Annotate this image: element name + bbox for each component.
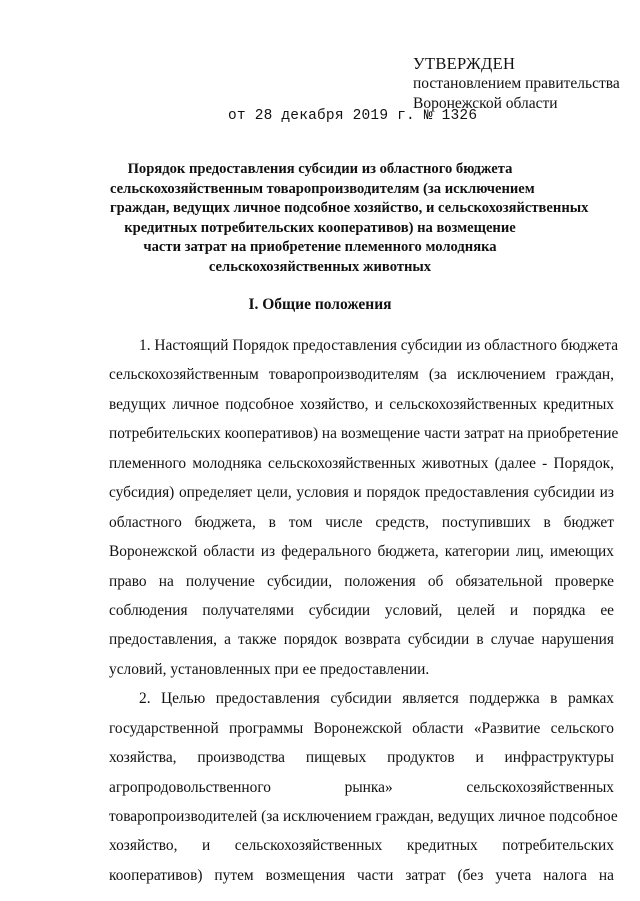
text-line: ведущих личное подсобное хозяйство, и сельскохозяйственных кредитных bbox=[109, 395, 614, 413]
text-line: хозяйства, производства пищевых продуктов и инфраструктуры bbox=[109, 749, 614, 767]
title-line: части затрат на приобретение племенного молодняка bbox=[143, 239, 497, 255]
text-line: Воронежской области из федерального бюджета, категории лиц, имеющих bbox=[109, 543, 614, 561]
approval-stamp bbox=[413, 54, 620, 114]
text-line: племенного молодняка сельскохозяйственных животных (далее - Порядок, bbox=[109, 454, 614, 472]
text-line: государственной программы Воронежской области «Развитие сельского bbox=[109, 719, 614, 737]
text-line: предоставления, а также порядок возврата субсидии в случае нарушения bbox=[109, 631, 614, 649]
text-line: кооперативов) путем возмещения части затрат (без учета налога на bbox=[109, 866, 614, 884]
text-line: субсидия) определяет цели, условия и порядок предоставления субсидии из bbox=[109, 484, 614, 502]
text-line: сельскохозяйственным товаропроизводителям (за исключением граждан, bbox=[109, 366, 614, 384]
approval-line: Воронежской области bbox=[413, 95, 558, 112]
text-line: потребительских кооперативов) на возмещение части затрат на приобретение bbox=[109, 425, 619, 443]
approval-heading: УТВЕРЖДЕН bbox=[413, 54, 516, 73]
decree-date-number: от 28 декабря 2019 г. № 1326 bbox=[228, 108, 478, 124]
title-line: кредитных потребительских кооперативов) на возмещение bbox=[124, 219, 516, 236]
document-body bbox=[109, 331, 619, 890]
text-line: 2. Целью предоставления субсидии является поддержка в рамках bbox=[139, 690, 614, 708]
title-line: сельскохозяйственных животных bbox=[208, 258, 432, 275]
text-line: 1. Настоящий Порядок предоставления субсидии из областного бюджета bbox=[139, 337, 619, 354]
document-title bbox=[110, 160, 589, 277]
paragraph-1 bbox=[109, 331, 619, 684]
title-line: сельскохозяйственным товаропроизводителям (за исключением bbox=[110, 180, 535, 197]
text-line: областного бюджета, в том числе средств, поступивших в бюджет bbox=[109, 513, 614, 531]
title-line: Порядок предоставления субсидии из областного бюджета bbox=[127, 161, 513, 177]
text-line: товаропроизводителей (за исключением граждан, ведущих личное подсобное bbox=[109, 808, 618, 825]
paragraph-2 bbox=[109, 684, 618, 890]
text-line: условий, установленных при ее предоставлении. bbox=[109, 660, 430, 678]
title-line: граждан, ведущих личное подсобное хозяйство, и сельскохозяйственных bbox=[110, 200, 589, 216]
section-heading: I. Общие положения bbox=[248, 296, 392, 313]
approval-line: постановлением правительства bbox=[413, 75, 620, 92]
text-line: соблюдения получателями субсидии условий, целей и порядка ее bbox=[109, 601, 614, 619]
text-line: агропродовольственного рынка» сельскохозяйственных bbox=[109, 778, 614, 796]
text-line: право на получение субсидии, положения об обязательной проверке bbox=[109, 572, 614, 590]
text-line: хозяйство, и сельскохозяйственных кредитных потребительских bbox=[109, 837, 614, 855]
